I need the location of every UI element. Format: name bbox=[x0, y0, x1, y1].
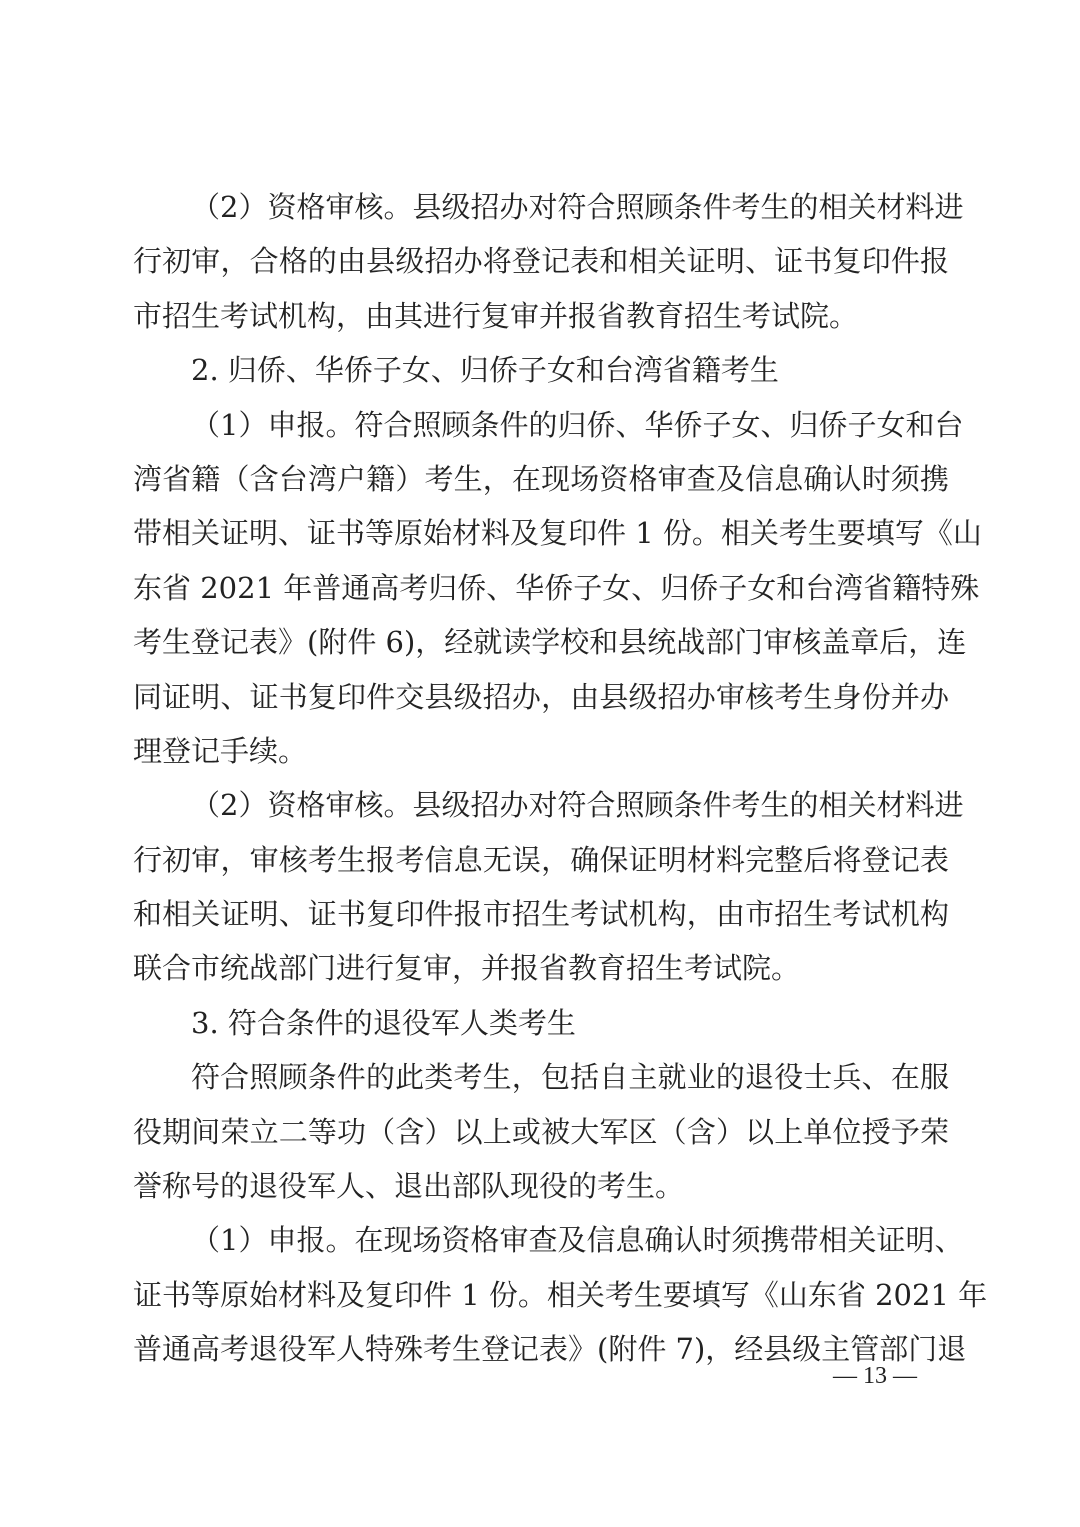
page-number: — 13 — bbox=[833, 1363, 917, 1389]
text-line: （1）申报。在现场资格审查及信息确认时须携带相关证明、 bbox=[191, 1223, 964, 1258]
text-line: 3. 符合条件的退役军人类考生 bbox=[191, 1005, 576, 1040]
text-line: 和相关证明、证书复印件报市招生考试机构，由市招生考试机构 bbox=[133, 897, 949, 932]
text-line: 市招生考试机构，由其进行复审并报省教育招生考试院。 bbox=[133, 298, 859, 333]
text-line: 行初审，审核考生报考信息无误，确保证明材料完整后将登记表 bbox=[133, 842, 949, 877]
text-line: 誉称号的退役军人、退出部队现役的考生。 bbox=[133, 1169, 685, 1204]
text-line: （2）资格审核。县级招办对符合照顾条件考生的相关材料进 bbox=[191, 190, 964, 224]
text-line: 东省 2021 年普通高考归侨、华侨子女、归侨子女和台湾省籍特殊 bbox=[133, 570, 980, 605]
text-line: 2. 归侨、华侨子女、归侨子女和台湾省籍考生 bbox=[191, 353, 779, 388]
text-line: 证书等原始材料及复印件 1 份。相关考生要填写《山东省 2021 年 bbox=[133, 1277, 988, 1312]
text-line: 湾省籍（含台湾户籍）考生，在现场资格审查及信息确认时须携 bbox=[133, 461, 949, 496]
text-line: 理登记手续。 bbox=[133, 733, 308, 768]
text-line: 带相关证明、证书等原始材料及复印件 1 份。相关考生要填写《山 bbox=[133, 516, 982, 551]
text-line: 符合照顾条件的此类考生，包括自主就业的退役士兵、在服 bbox=[191, 1060, 949, 1095]
text-line: 行初审，合格的由县级招办将登记表和相关证明、证书复印件报 bbox=[133, 244, 949, 279]
text-line: （2）资格审核。县级招办对符合照顾条件考生的相关材料进 bbox=[191, 788, 964, 823]
text-line: 役期间荣立二等功（含）以上或被大军区（含）以上单位授予荣 bbox=[133, 1114, 949, 1149]
text-line: （1）申报。符合照顾条件的归侨、华侨子女、归侨子女和台 bbox=[191, 407, 964, 442]
text-line: 联合市统战部门进行复审，并报省教育招生考试院。 bbox=[133, 951, 801, 986]
text-line: 考生登记表》(附件 6)，经就读学校和县统战部门审核盖章后，连 bbox=[133, 625, 967, 660]
body-text bbox=[133, 180, 988, 1377]
text-line: 普通高考退役军人特殊考生登记表》(附件 7)，经县级主管部门退 bbox=[133, 1332, 967, 1367]
text-line: 同证明、证书复印件交县级招办，由县级招办审核考生身份并办 bbox=[133, 679, 949, 714]
